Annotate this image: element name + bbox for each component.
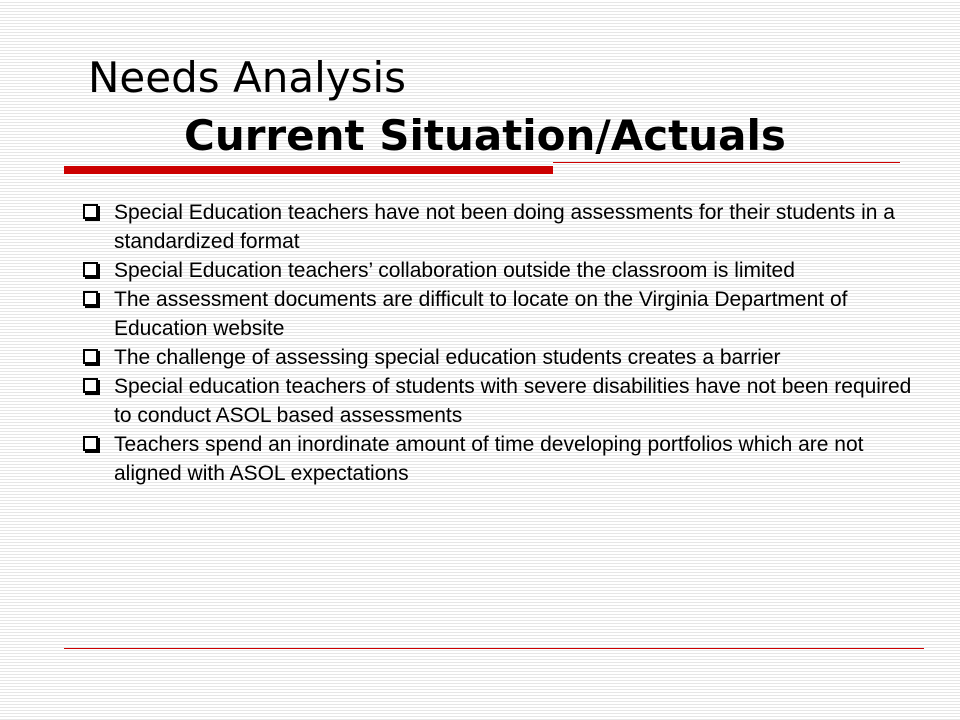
footer-rule: [64, 648, 924, 649]
bullet-text: The assessment documents are difficult to locate on the Virginia Department of Education website: [114, 288, 848, 340]
bullet-text: Special Education teachers have not been doing assessments for their students in a standardized format: [114, 201, 895, 253]
title-underline-thin: [553, 162, 900, 163]
hollow-square-bullet-icon: [83, 349, 98, 364]
slide-subtitle: Current Situation/Actuals: [184, 111, 786, 160]
title-underline-thick: [64, 166, 553, 174]
bullet-item: [80, 343, 920, 372]
bullet-item: [80, 430, 920, 488]
hollow-square-bullet-icon: [83, 262, 98, 277]
slide-title: Needs Analysis: [88, 53, 407, 102]
bullet-list: [80, 198, 920, 488]
bullet-text: Teachers spend an inordinate amount of time developing portfolios which are not aligned with ASOL expectations: [114, 433, 864, 485]
bullet-text: Special Education teachers’ collaboration outside the classroom is limited: [114, 259, 795, 282]
hollow-square-bullet-icon: [83, 378, 98, 393]
bullet-text: The challenge of assessing special education students creates a barrier: [114, 346, 781, 369]
bullet-item: [80, 372, 920, 430]
hollow-square-bullet-icon: [83, 436, 98, 451]
hollow-square-bullet-icon: [83, 204, 98, 219]
bullet-item: [80, 285, 920, 343]
bullet-text: Special education teachers of students with severe disabilities have not been required to conduct ASOL based assessments: [114, 375, 912, 427]
bullet-item: [80, 198, 920, 256]
bullet-item: [80, 256, 920, 285]
hollow-square-bullet-icon: [83, 291, 98, 306]
